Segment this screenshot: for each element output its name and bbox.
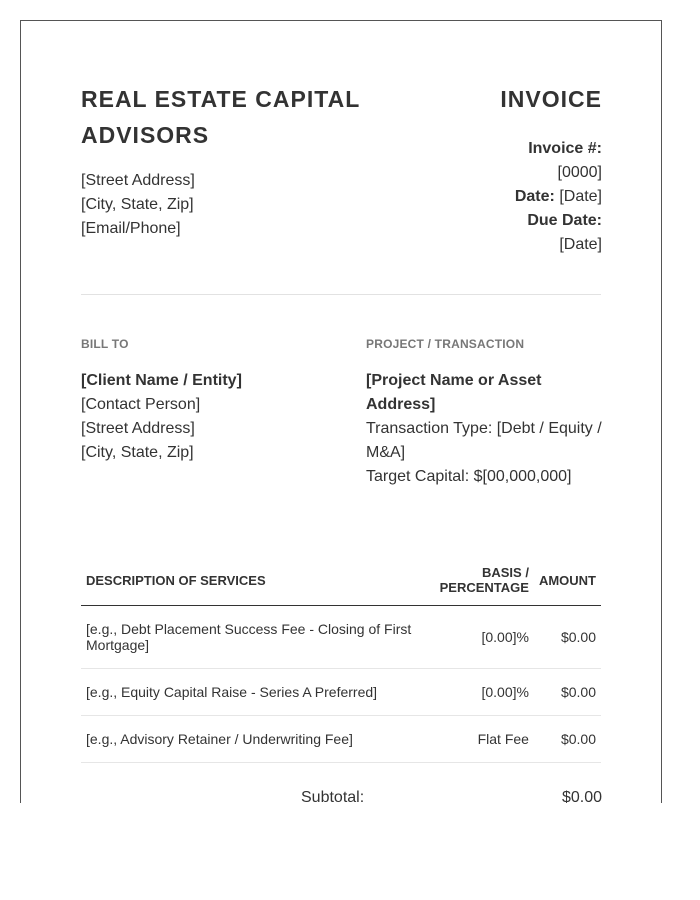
table-row: [81, 669, 601, 716]
company-address: [81, 169, 195, 241]
header-divider: [81, 294, 601, 295]
bill-to-label: BILL TO: [81, 337, 129, 351]
header-basis-line2: PERCENTAGE: [439, 580, 529, 595]
row-amount: $0.00: [534, 669, 601, 716]
company-name: REAL ESTATE CAPITAL ADVISORS: [81, 86, 360, 148]
subtotal-label: Subtotal:: [301, 789, 365, 803]
project-target: Target Capital: $[00,000,000]: [366, 468, 572, 485]
company-street: [Street Address]: [81, 172, 195, 189]
invoice-date-label: Date:: [514, 188, 555, 205]
invoice-due-value: [Date]: [559, 236, 602, 253]
invoice-page: [20, 20, 662, 803]
bill-to-contact: [Contact Person]: [81, 396, 201, 413]
invoice-date-value: [Date]: [559, 188, 602, 205]
project-label: PROJECT / TRANSACTION: [366, 337, 525, 351]
row-description: [e.g., Equity Capital Raise - Series A Preferred]: [81, 669, 416, 716]
header-description: DESCRIPTION OF SERVICES: [81, 555, 416, 606]
bill-to-client: [Client Name / Entity]: [81, 372, 242, 389]
row-basis: Flat Fee: [416, 716, 534, 763]
row-basis: [0.00]%: [416, 669, 534, 716]
invoice-number-value: [0000]: [557, 164, 602, 181]
services-table: [81, 555, 601, 763]
project-name: [Project Name or Asset Address]: [366, 372, 542, 413]
company-city: [City, State, Zip]: [81, 196, 194, 213]
table-header-row: [81, 555, 601, 606]
header-basis-line1: BASIS /: [481, 565, 529, 580]
project-block: [366, 369, 602, 489]
bill-to-block: [81, 369, 331, 465]
table-row: [81, 606, 601, 669]
invoice-number-label: Invoice #:: [528, 140, 602, 157]
row-description: [e.g., Debt Placement Success Fee - Closing of First Mortgage]: [81, 606, 416, 669]
invoice-title: INVOICE: [500, 86, 602, 112]
row-amount: $0.00: [534, 606, 601, 669]
project-type: Transaction Type: [Debt / Equity / M&A]: [366, 420, 602, 461]
row-basis: [0.00]%: [416, 606, 534, 669]
invoice-meta: [482, 137, 602, 257]
header-basis: [416, 555, 534, 606]
invoice-due-label: Due Date:: [527, 212, 602, 229]
bill-to-city: [City, State, Zip]: [81, 444, 194, 461]
row-amount: $0.00: [534, 716, 601, 763]
bill-to-street: [Street Address]: [81, 420, 195, 437]
subtotal-value: $0.00: [561, 789, 602, 803]
company-contact: [Email/Phone]: [81, 220, 181, 237]
row-description: [e.g., Advisory Retainer / Underwriting Fee]: [81, 716, 416, 763]
header-amount: AMOUNT: [534, 555, 601, 606]
table-row: [81, 716, 601, 763]
